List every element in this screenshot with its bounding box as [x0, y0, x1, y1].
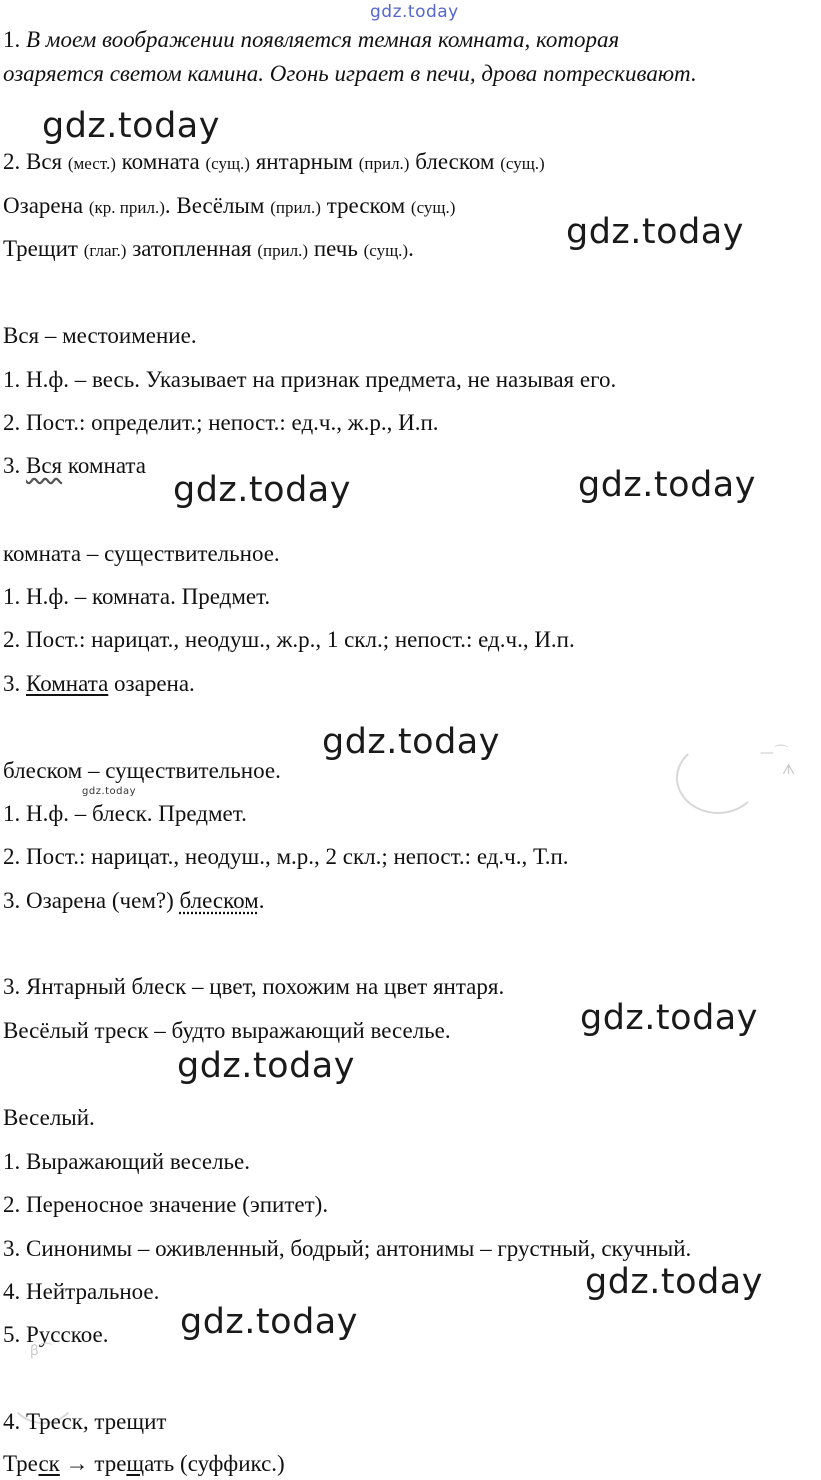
sentence-text: 2. Вся	[3, 149, 68, 174]
watermark-top: gdz.today	[370, 2, 459, 22]
pos-annotation: (прил.)	[270, 198, 321, 217]
veselyy-line-3: 3. Синонимы – оживленный, бодрый; антонимы – грустный, скучный.	[3, 1236, 692, 1261]
pos-annotation: (глаг.)	[83, 241, 127, 260]
sentence-text: Озарена	[3, 193, 89, 218]
word-part: → тре	[59, 1451, 127, 1476]
ghost-logo-mark: ꞵ⌒	[30, 1343, 53, 1359]
vsya-line-3-word: Вся	[26, 453, 63, 478]
watermark: gdz.today	[322, 722, 500, 762]
veselyy-line-4: 4. Нейтральное.	[3, 1279, 160, 1304]
sentence-text: янтарным	[249, 149, 359, 174]
watermark: gdz.today	[580, 998, 758, 1038]
sentence-text: печь	[308, 236, 364, 261]
sentence-text: .	[408, 236, 414, 261]
veselyy-line-1: 1. Выражающий веселье.	[3, 1149, 250, 1174]
komnata-line-3-rest: озарена.	[108, 671, 195, 696]
vsya-line-3-rest: комната	[62, 453, 146, 478]
komnata-line-3	[3, 670, 195, 698]
komnata-line-3-number: 3.	[3, 671, 26, 696]
veselyy-heading: Веселый.	[3, 1105, 95, 1130]
bleskom-line-1: 1. Н.ф. – блеск. Предмет.	[3, 801, 247, 826]
sentence-text: комната	[115, 149, 206, 174]
komnata-line-2: 2. Пост.: нарицат., неодуш., ж.р., 1 скл.; непост.: ед.ч., И.п.	[3, 627, 575, 652]
paragraph-2-line-1	[3, 148, 545, 178]
watermark: gdz.today	[180, 1302, 358, 1342]
paragraph-3-line-1: 3. Янтарный блеск – цвет, похожим на цвет янтаря.	[3, 974, 505, 999]
watermark: gdz.today	[177, 1046, 355, 1086]
watermark: gdz.today	[585, 1262, 763, 1302]
paragraph-1-line-2: озаряется светом камина. Огонь играет в печи, дрова потрескивают.	[3, 61, 697, 86]
word-part-underlined: ск	[38, 1451, 60, 1476]
paragraph-1-line-1	[3, 26, 619, 54]
paragraph-3-line-2: Весёлый треск – будто выражающий веселье.	[3, 1018, 451, 1043]
sentence-text: затопленная	[126, 236, 258, 261]
pos-annotation: (мест.)	[67, 154, 116, 173]
pos-annotation: (прил.)	[257, 241, 309, 260]
ghost-logo-mark: ᗑ	[782, 762, 796, 778]
word-part: ать (суффикс.)	[144, 1451, 285, 1476]
pos-annotation: (сущ.)	[410, 198, 456, 217]
bleskom-line-3-number: 3. Озарена (чем?)	[3, 888, 180, 913]
sentence-text: блеском	[409, 149, 501, 174]
paragraph-1-number: 1.	[3, 27, 21, 52]
word-part: Тре	[3, 1451, 39, 1476]
veselyy-line-2: 2. Переносное значение (эпитет).	[3, 1192, 329, 1217]
watermark: gdz.today	[173, 470, 351, 510]
bleskom-line-3-rest: .	[258, 888, 265, 913]
pos-annotation: (прил.)	[358, 154, 410, 173]
sentence-text: . Весёлым	[164, 193, 271, 218]
paragraph-2-line-2	[3, 192, 455, 222]
sentence-text: Трещит	[3, 236, 84, 261]
vsya-line-3-number: 3.	[3, 453, 26, 478]
pos-annotation: (сущ.)	[363, 241, 409, 260]
bleskom-line-3-word: блеском	[179, 888, 259, 913]
watermark: gdz.today	[566, 212, 744, 252]
pos-annotation: (сущ.)	[500, 154, 545, 173]
komnata-heading: комната – существительное.	[3, 541, 280, 566]
watermark: gdz.today	[42, 106, 220, 146]
vsya-line-1: 1. Н.ф. – весь. Указывает на признак предмета, не называя его.	[3, 367, 617, 392]
watermark-small: gdz.today	[82, 786, 137, 797]
pos-annotation: (кр. прил.)	[88, 198, 165, 217]
ghost-logo-mark: —⌒	[760, 745, 788, 761]
komnata-line-1: 1. Н.ф. – комната. Предмет.	[3, 584, 271, 609]
sentence-text: треском	[320, 193, 411, 218]
paragraph-1-text-1: В моем воображении появляется темная комната, которая	[26, 27, 620, 52]
ghost-logo-arc	[676, 742, 760, 814]
paragraph-2-line-3	[3, 235, 414, 265]
bleskom-line-3	[3, 887, 264, 915]
watermark: gdz.today	[578, 465, 756, 505]
vsya-heading: Вся – местоимение.	[3, 323, 197, 348]
komnata-line-3-word: Комната	[26, 671, 109, 696]
bleskom-line-2: 2. Пост.: нарицат., неодуш., м.р., 2 скл.; непост.: ед.ч., Т.п.	[3, 844, 569, 869]
pos-annotation: (сущ.)	[205, 154, 250, 173]
vsya-line-2: 2. Пост.: определит.; непост.: ед.ч., ж.р., И.п.	[3, 410, 439, 435]
word-part-underlined: щ	[126, 1451, 145, 1476]
veselyy-line-5: 5. Русское.	[3, 1322, 109, 1347]
paragraph-4-line-1: 4. Треск, трещит	[3, 1409, 167, 1434]
vsya-line-3	[3, 452, 146, 480]
paragraph-4-line-2	[3, 1450, 285, 1478]
bleskom-heading: блеском – существительное.	[3, 758, 281, 783]
